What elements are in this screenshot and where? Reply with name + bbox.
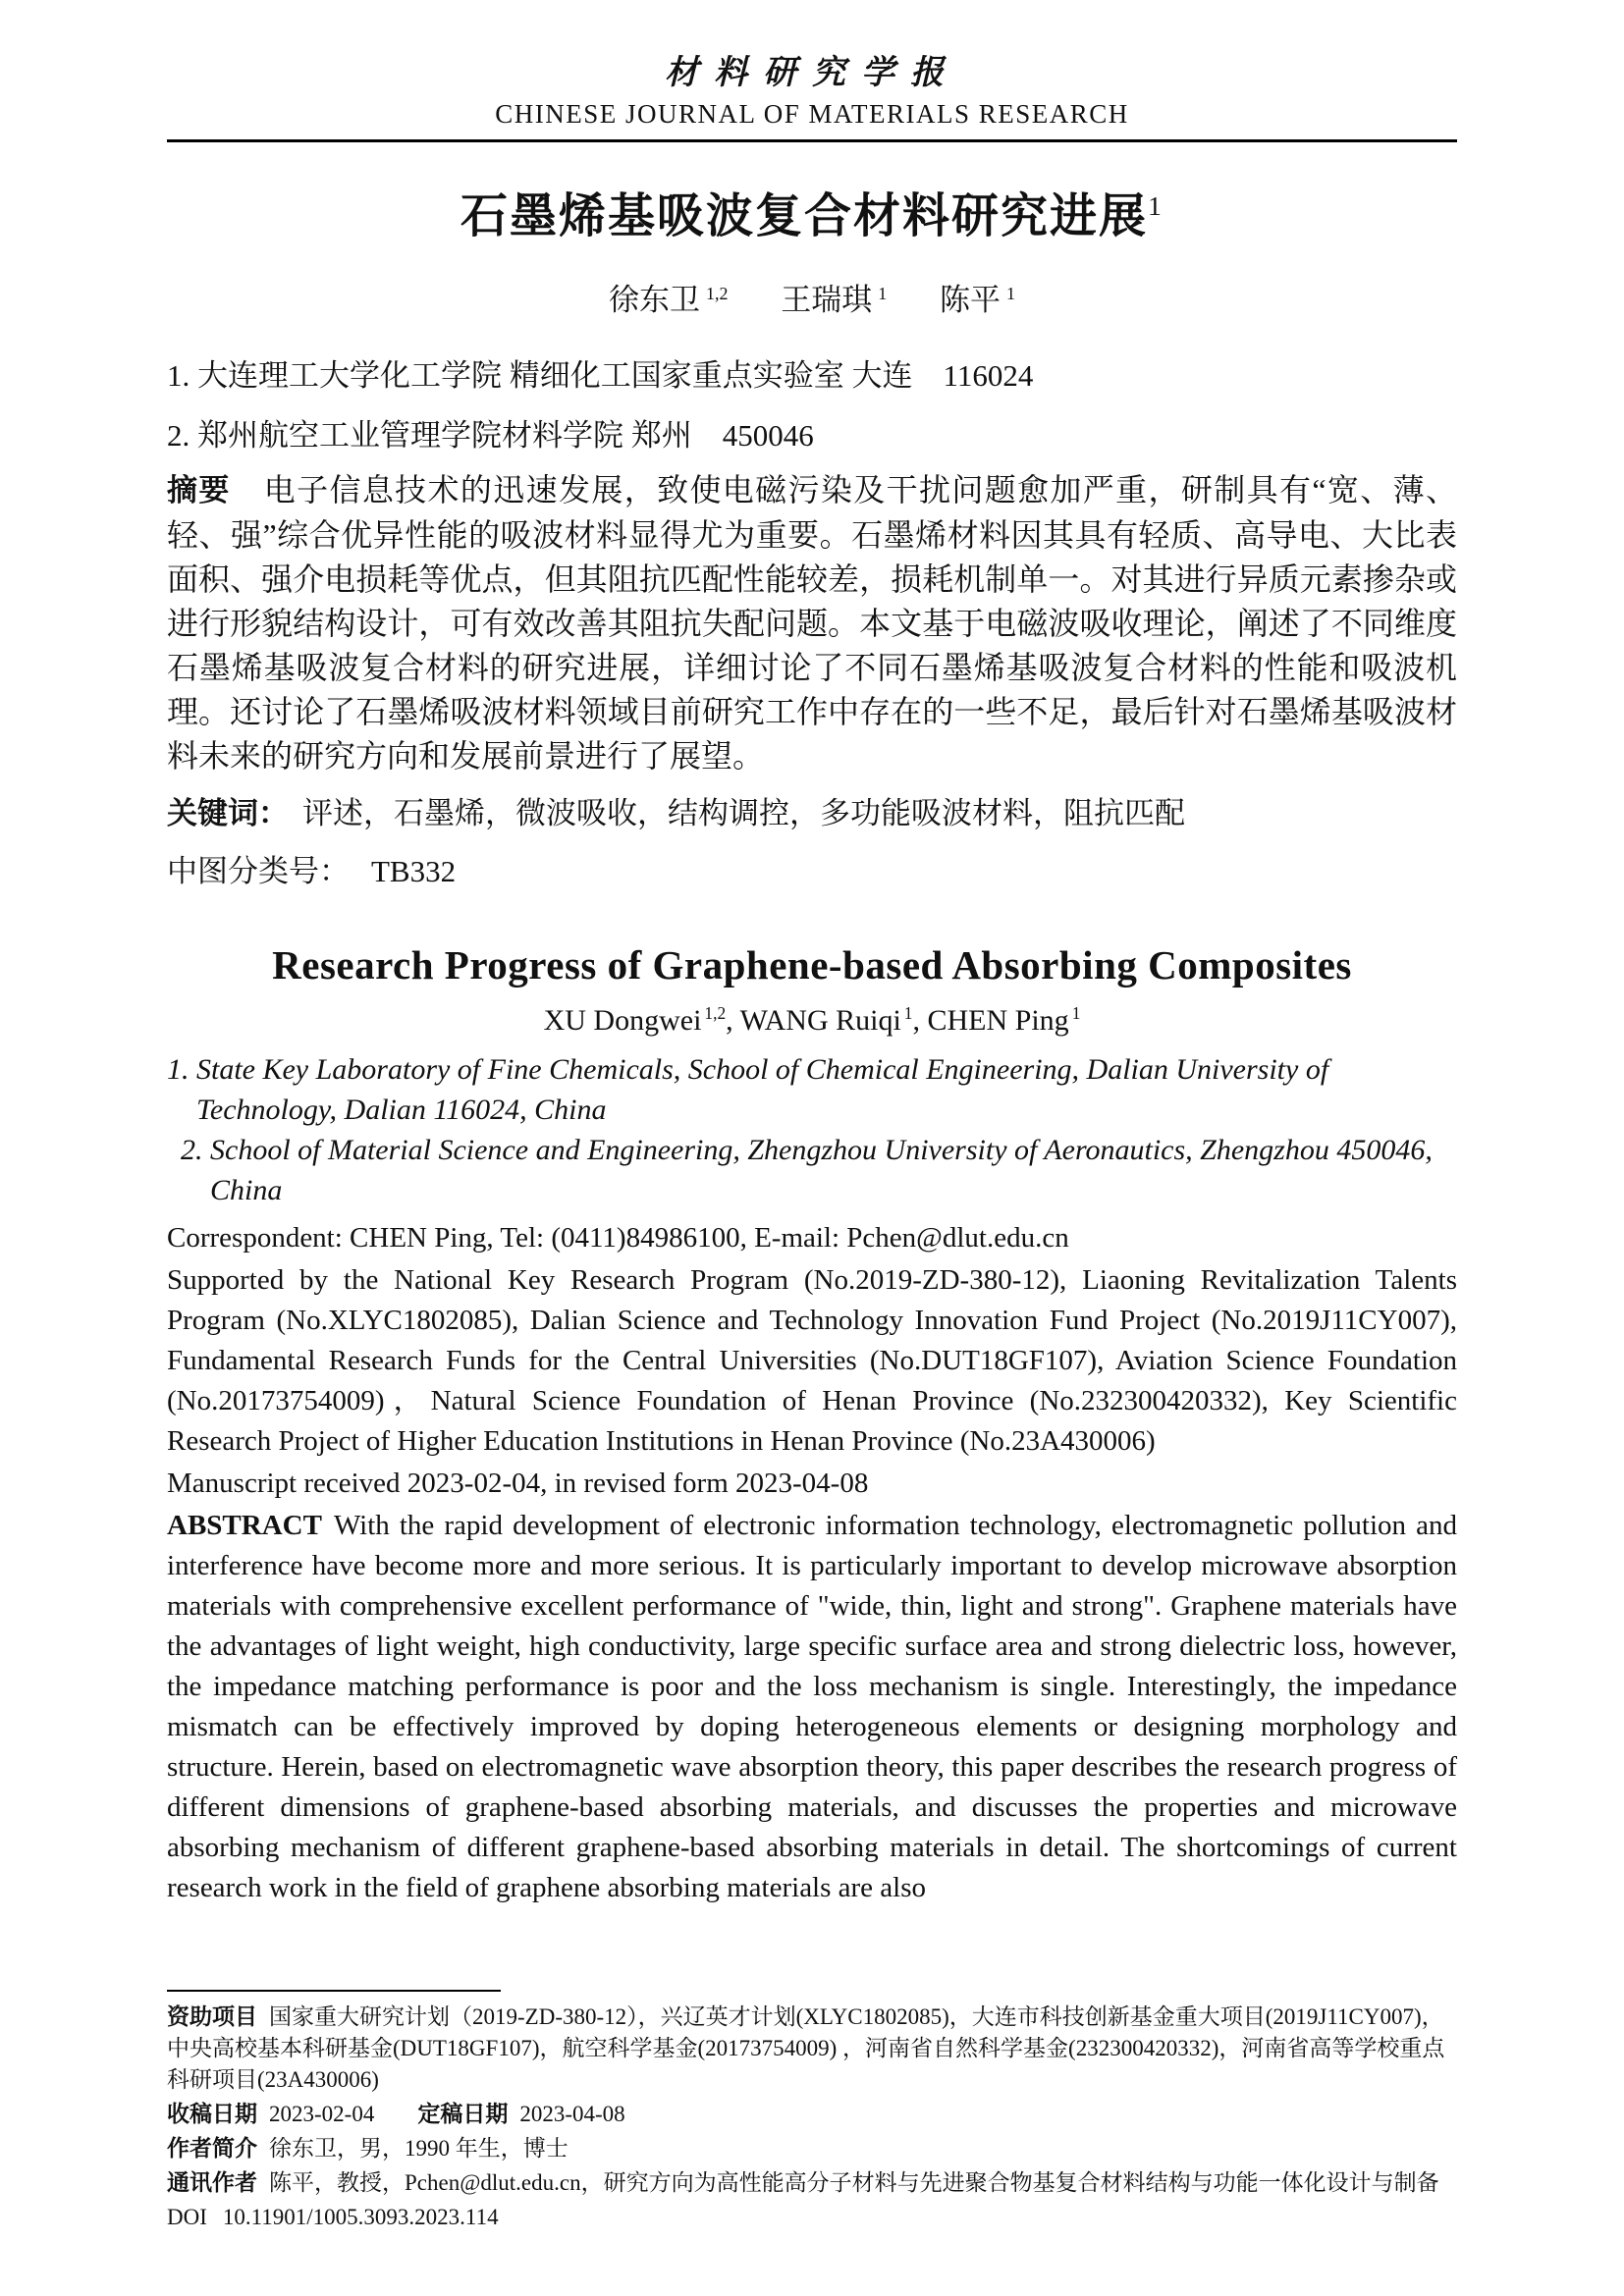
affiliation-cn-2: 2. 郑州航空工业管理学院材料学院 郑州 450046 bbox=[167, 418, 814, 453]
footnote-rule bbox=[167, 1990, 501, 1992]
author-en-2 bbox=[740, 1004, 928, 1037]
footnote-funding bbox=[167, 2002, 1457, 2096]
correspondent-line: Correspondent: CHEN Ping, Tel: (0411)84986100, E-mail: Pchen@dlut.edu.cn bbox=[167, 1222, 1069, 1254]
footnote-dates bbox=[167, 2099, 1457, 2130]
abstract-en-label: ABSTRACT bbox=[167, 1510, 322, 1541]
affiliations-en bbox=[167, 1049, 1457, 1210]
author-name: 陈平 bbox=[939, 283, 1001, 317]
affiliations-cn bbox=[167, 350, 1457, 454]
revised-label: 定稿日期 bbox=[417, 2102, 509, 2127]
clc-value: TB332 bbox=[371, 854, 457, 888]
author-affiliation-marker: 1 bbox=[903, 1003, 913, 1023]
author-affiliation-marker: 1 bbox=[1005, 283, 1015, 303]
author-list-en bbox=[167, 1004, 1457, 1038]
revised-date: 2023-04-08 bbox=[519, 2102, 625, 2126]
author-en-3 bbox=[928, 1004, 1081, 1037]
journal-name-cn: 材料研究学报 bbox=[665, 55, 959, 91]
author-name: CHEN Ping bbox=[927, 1004, 1069, 1037]
affiliation-en-2: 2. School of Material Science and Engineering, Zhengzhou University of Aeronautics, Zhengzhou 450046, China bbox=[181, 1134, 1433, 1206]
author-name: 徐东卫 bbox=[609, 283, 701, 317]
doi-line bbox=[167, 2202, 1457, 2233]
author-cn-2 bbox=[781, 283, 887, 317]
abstract-cn-label: 摘要 bbox=[167, 473, 231, 508]
author-affiliation-marker: 1 bbox=[1071, 1003, 1081, 1023]
title-footnote-marker: 1 bbox=[1148, 191, 1164, 222]
abstract-cn-text: 电子信息技术的迅速发展，致使电磁污染及干扰问题愈加严重，研制具有“宽、薄、轻、强”综合优异性能的吸波材料显得尤为重要。石墨烯材料因其具有轻质、高导电、大比表面积、强介电损耗等优点，但其阻抗匹配性能较差，损耗机制单一。对其进行异质元素掺杂或进行形貌结构设计，可有效改善其阻抗失配问题。本文基于电磁波吸收理论，阐述了不同维度石墨烯基吸波复合材料的研究进展，详细讨论了不同石墨烯基吸波复合材料的性能和吸波机理。还讨论了石墨烯吸波材料领域目前研究工作中存在的一些不足，最后针对石墨烯基吸波材料未来的研究方向和发展前景进行了展望。 bbox=[167, 472, 1457, 774]
funding-text: 国家重大研究计划（2019-ZD-380-12），兴辽英才计划(XLYC1802085)，大连市科技创新基金重大项目(2019J11CY007)，中央高校基本科研基金(DUT18GF107)，航空科学基金(20173754009) ，河南省自然科学基金(232300420332)，河南省高等学校重点科研项目(23A430006) bbox=[167, 2004, 1445, 2092]
article-title-cn bbox=[167, 178, 1457, 245]
abstract-en-text: With the rapid development of electronic information technology, electromagnetic pollution and interference have become more and more serious. It is particularly important to develop microwave absorption materials with comprehensive excellent performance of "wide, thin, light and strong". Graphene materials have the advantages of light weight, high conductivity, large specific surface area and strong dielectric loss, however, the impedance matching performance is poor and the loss mechanism is single. Interestingly, the impedance mismatch can be effectively improved by doping heterogeneous elements or designing morphology and structure. Herein, based on electromagnetic wave absorption theory, this paper describes the research progress of different dimensions of graphene-based absorbing materials, and discusses the properties and microwave absorbing mechanism of different graphene-based absorbing materials in detail. The shortcomings of current research work in the field of graphene absorbing materials are also bbox=[167, 1510, 1457, 1903]
funding-label: 资助项目 bbox=[167, 2004, 257, 2030]
article-title-cn-text: 石墨烯基吸波复合材料研究进展 bbox=[460, 188, 1149, 243]
author-separator: , bbox=[726, 1004, 740, 1037]
received-date: 2023-02-04 bbox=[269, 2102, 375, 2126]
author-name: 王瑞琪 bbox=[781, 283, 873, 317]
author-name: WANG Ruiqi bbox=[739, 1004, 901, 1037]
author-list-cn bbox=[167, 275, 1457, 319]
author-bio-label: 作者简介 bbox=[167, 2136, 257, 2162]
keywords-cn bbox=[167, 788, 1457, 832]
article-title-en: Research Progress of Graphene-based Absorbing Composites bbox=[272, 942, 1352, 988]
author-separator: , bbox=[912, 1004, 928, 1037]
author-cn-1 bbox=[609, 283, 728, 317]
author-name: XU Dongwei bbox=[543, 1004, 702, 1037]
corresponding-author-label: 通讯作者 bbox=[167, 2170, 257, 2196]
author-bio-text: 徐东卫，男，1990 年生，博士 bbox=[269, 2136, 568, 2161]
keywords-text: 评述，石墨烯，微波吸收，结构调控，多功能吸波材料，阻抗匹配 bbox=[302, 796, 1185, 830]
received-label: 收稿日期 bbox=[167, 2102, 257, 2127]
corresponding-author-text: 陈平，教授，Pchen@dlut.edu.cn，研究方向为高性能高分子材料与先进聚合物基复合材料结构与功能一体化设计与制备 bbox=[269, 2170, 1439, 2195]
footnote-author-bio bbox=[167, 2133, 1457, 2164]
keywords-label: 关键词： bbox=[167, 796, 289, 831]
journal-header bbox=[167, 45, 1457, 142]
clc-line bbox=[167, 846, 1457, 890]
funding-statement-en: Supported by the National Key Research Program (No.2019-ZD-380-12), Liaoning Revitalization Talents Program (No.XLYC1802085), Dalian Science and Technology Innovation Fund Project (No.2019J11CY007), Fundamental Research Funds for the Central Universities (No.DUT18GF107), Aviation Science Foundation (No.20173754009)，Natural Science Foundation of Henan Province (No.232300420332), Key Scientific Research Project of Higher Education Institutions in Henan Province (No.23A430006) bbox=[167, 1264, 1457, 1457]
journal-name-en: CHINESE JOURNAL OF MATERIALS RESEARCH bbox=[495, 99, 1129, 129]
footnote-corresponding-author bbox=[167, 2167, 1457, 2199]
abstract-en bbox=[167, 1506, 1457, 1908]
clc-label: 中图分类号： bbox=[167, 854, 350, 888]
doi-label: DOI bbox=[167, 2205, 207, 2229]
affiliation-cn-1: 1. 大连理工大学化工学院 精细化工国家重点实验室 大连 116024 bbox=[167, 358, 1034, 393]
footnotes bbox=[167, 1990, 1457, 2233]
manuscript-dates: Manuscript received 2023-02-04, in revised form 2023-04-08 bbox=[167, 1468, 869, 1499]
author-affiliation-marker: 1,2 bbox=[706, 283, 729, 303]
author-affiliation-marker: 1 bbox=[878, 283, 888, 303]
affiliation-en-1: 1. State Key Laboratory of Fine Chemicals, School of Chemical Engineering, Dalian University of Technology, Dalian 116024, China bbox=[167, 1053, 1329, 1126]
author-en-1 bbox=[544, 1004, 740, 1037]
doi-value: 10.11901/1005.3093.2023.114 bbox=[222, 2205, 499, 2229]
author-cn-3 bbox=[940, 283, 1015, 317]
abstract-cn bbox=[167, 468, 1457, 778]
author-affiliation-marker: 1,2 bbox=[704, 1003, 727, 1023]
header-rule bbox=[167, 139, 1457, 142]
